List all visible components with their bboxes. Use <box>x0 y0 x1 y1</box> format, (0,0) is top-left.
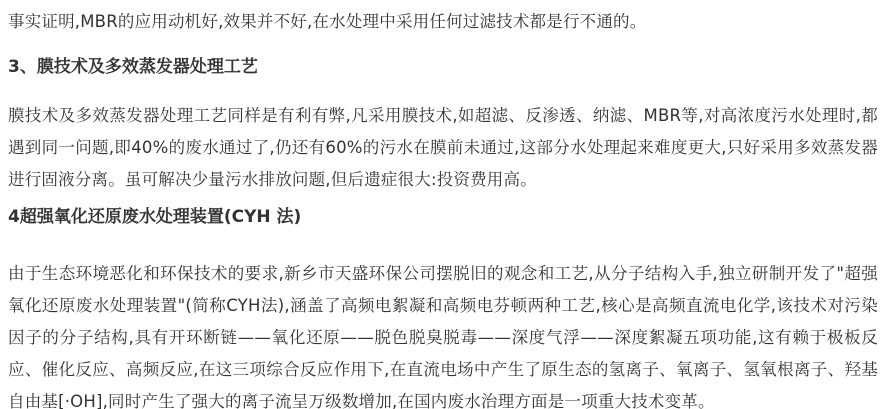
paragraph-mbr-conclusion: 事实证明,MBR的应用动机好,效果并不好,在水处理中采用任何过滤技术都是行不通的。 <box>8 12 647 31</box>
paragraph-cyh-device-description: 由于生态环境恶化和环保技术的要求,新乡市天盛环保公司摆脱旧的观念和工艺,从分子结构入手,独立研制开发了"超强氧化还原废水处理装置"(简称CYH法),涵盖了高频电絮凝和高频电芬顿两种工艺,核心是高频直流电化学,该技术对污染因子的分子结构,具有开环断链——氧化还原——脱色脱臭脱毒——深度气浮——深度絮凝五项功能,这有赖于极板反应、催化反应、高频反应,在这三项综合反应作用下,在直流电场中产生了原生态的氢离子、氧离子、氢氧根离子、羟基自由基[·OH],同时产生了强大的离子流呈万级数增加,在国内废水治理方面是一项重大技术变革。 <box>8 264 878 409</box>
section-heading-cyh-device: 4超强氧化还原废水处理装置(CYH 法) <box>8 207 302 227</box>
section-heading-membrane-evaporator: 3、膜技术及多效蒸发器处理工艺 <box>8 57 258 77</box>
paragraph-membrane-evaporator-analysis: 膜技术及多效蒸发器处理工艺同样是有利有弊,凡采用膜技术,如超滤、反渗透、纳滤、MBR等,对高浓度污水处理时,都遇到同一问题,即40%的废水通过了,仍还有60%的污水在膜前未通过,这部分水处理起来难度更大,只好采用多效蒸发器进行固液分离。虽可解决少量污水排放问题,但后遗症很大:投资费用高。 <box>8 106 878 189</box>
